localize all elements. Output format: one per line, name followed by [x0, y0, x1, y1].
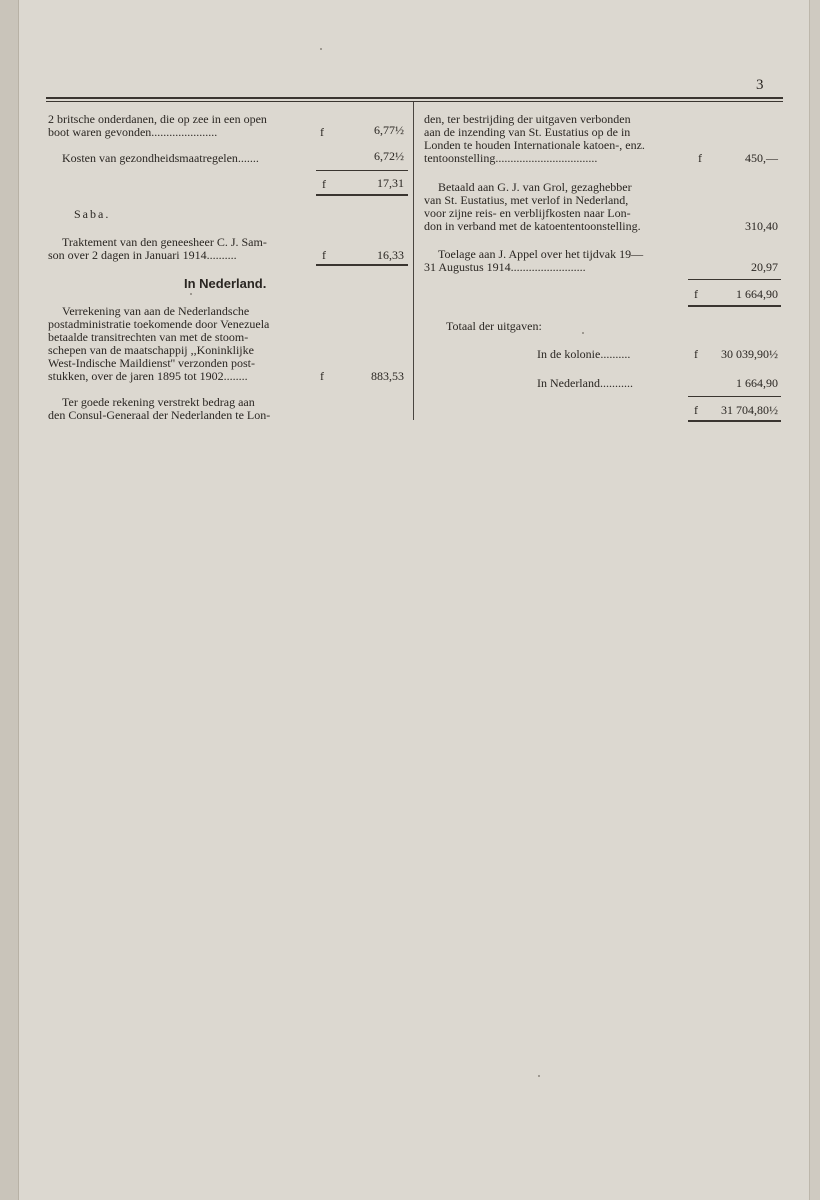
paper-speck [190, 293, 192, 295]
item3-line1: Traktement van den geneesheer C. J. Sam- [62, 235, 267, 249]
page-number: 3 [756, 77, 764, 93]
item7-line1: Toelage aan J. Appel over het tijdvak 19— [438, 247, 644, 261]
page-binding-edge [0, 0, 19, 1200]
item3-amount: 16,33 [377, 248, 404, 262]
item5-line2: den Consul-Generaal der Nederlanden te Lon- [48, 408, 271, 422]
item1-currency: f [320, 125, 324, 139]
item5-cont-currency: f [698, 151, 702, 165]
item3-currency: f [322, 248, 326, 262]
item1-line1: 2 britsche onderdanen, die op zee in een open [48, 112, 267, 126]
nederland-heading: In Nederland. [184, 276, 267, 291]
item2-amount: 6,72½ [374, 149, 404, 163]
item4-line6: stukken, over de jaren 1895 tot 1902........ [48, 369, 248, 383]
item2-line1: Kosten van gezondheidsmaatregelen....... [62, 151, 259, 165]
saba-heading: Saba. [74, 207, 111, 221]
right-subtotal-double-rule [688, 305, 781, 307]
item5-cont-line1: den, ter bestrijding der uitgaven verbonden [424, 112, 631, 126]
item6-line1: Betaald aan G. J. van Grol, gezaghebber [438, 180, 632, 194]
right-subtotal-rule [688, 279, 781, 280]
header-rule-thin [46, 101, 783, 102]
item4-line2: postadministratie toekomende door Venezuela [48, 317, 270, 331]
item4-line1: Verrekening van aan de Nederlandsche [62, 304, 250, 318]
item4-line5: West-Indische Maildienst'' verzonden post- [48, 356, 255, 370]
page-right-edge [809, 0, 820, 1200]
item6-line4: don in verband met de katoententoonstelling. [424, 219, 641, 233]
item4-line4: schepen van de maatschappij ,,Koninklijke [48, 343, 254, 357]
item6-amount: 310,40 [745, 219, 778, 233]
grand-total-currency: f [694, 403, 698, 417]
header-rule [46, 97, 783, 99]
item7-line2: 31 Augustus 1914......................... [424, 260, 586, 274]
item5-cont-amount: 450,— [745, 151, 778, 165]
subtotal1-currency: f [322, 177, 326, 191]
kolonie-amount: 30 039,90½ [721, 347, 778, 361]
totaal-heading: Totaal der uitgaven: [446, 319, 542, 333]
grand-total-rule [688, 396, 781, 397]
item5-line1: Ter goede rekening verstrekt bedrag aan [62, 395, 255, 409]
item3-line2: son over 2 dagen in Januari 1914.......... [48, 248, 237, 262]
kolonie-label: In de kolonie.......... [537, 347, 631, 361]
right-subtotal-currency: f [694, 287, 698, 301]
item5-cont-line4: tentoonstelling.................................. [424, 151, 598, 165]
kolonie-currency: f [694, 347, 698, 361]
nederland-total-label: In Nederland........... [537, 376, 633, 390]
paper-speck [320, 48, 322, 50]
subtotal1-amount: 17,31 [377, 176, 404, 190]
item5-cont-line2: aan de inzending van St. Eustatius op de in [424, 125, 631, 139]
column-divider [413, 102, 414, 420]
subtotal1-double-rule [316, 194, 408, 196]
item1-amount: 6,77½ [374, 123, 404, 137]
grand-total-double-rule [688, 420, 781, 422]
item6-line2: van St. Eustatius, met verlof in Nederland, [424, 193, 629, 207]
item5-cont-line3: Londen te houden Internationale katoen-, enz. [424, 138, 645, 152]
item1-line2: boot waren gevonden...................... [48, 125, 218, 139]
right-subtotal-amount: 1 664,90 [736, 287, 778, 301]
grand-total-amount: 31 704,80½ [721, 403, 778, 417]
paper-speck [538, 1075, 540, 1077]
item4-line3: betaalde transitrechten van met de stoom- [48, 330, 249, 344]
item4-currency: f [320, 369, 324, 383]
paper-speck [582, 332, 584, 334]
subtotal1-rule [316, 170, 408, 171]
item6-line3: voor zijne reis- en verblijfkosten naar Lon- [424, 206, 631, 220]
item7-amount: 20,97 [751, 260, 778, 274]
item4-amount: 883,53 [371, 369, 404, 383]
item3-double-rule [316, 264, 408, 266]
nederland-total-amount: 1 664,90 [736, 376, 778, 390]
